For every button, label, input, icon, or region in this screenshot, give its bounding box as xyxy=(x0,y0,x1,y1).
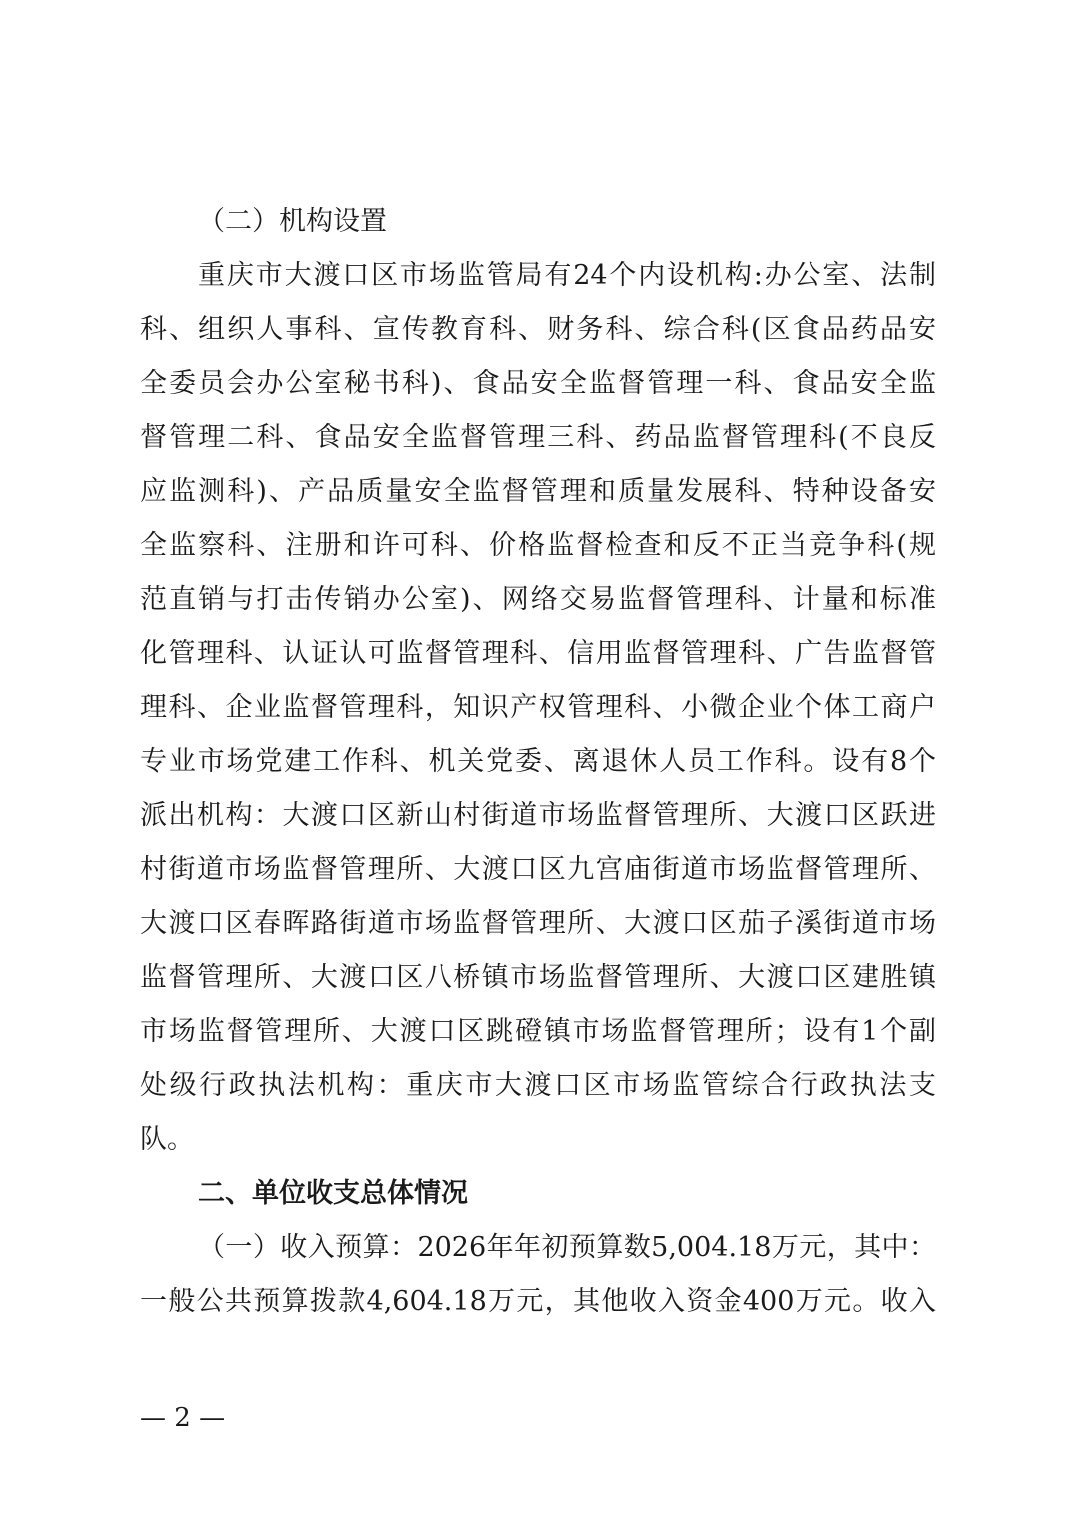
paragraph-line: 队。 xyxy=(140,1124,194,1155)
paragraph-line: （一）收入预算：2026年年初预算数5,004.18万元，其中： xyxy=(198,1232,936,1263)
paragraph-line: 专业市场党建工作科、机关党委、离退休人员工作科。设有8个 xyxy=(140,746,936,777)
paragraph-line: 全监察科、注册和许可科、价格监督检查和反不正当竞争科(规 xyxy=(140,530,936,561)
paragraph-line: 科、组织人事科、宣传教育科、财务科、综合科(区食品药品安 xyxy=(140,314,936,345)
paragraph-line: 范直销与打击传销办公室)、网络交易监督管理科、计量和标准 xyxy=(140,584,936,615)
paragraph-line: 村街道市场监督管理所、大渡口区九宫庙街道市场监督管理所、 xyxy=(140,854,936,885)
page-number: — 2 — xyxy=(140,1403,226,1433)
paragraph-line: 理科、企业监督管理科，知识产权管理科、小微企业个体工商户 xyxy=(140,692,936,723)
paragraph-line: 市场监督管理所、大渡口区跳磴镇市场监督管理所；设有1个副 xyxy=(140,1016,936,1047)
paragraph-line: 监督管理所、大渡口区八桥镇市场监督管理所、大渡口区建胜镇 xyxy=(140,962,936,993)
paragraph-line: 一般公共预算拨款4,604.18万元，其他收入资金400万元。收入 xyxy=(140,1286,936,1317)
paragraph-line: 大渡口区春晖路街道市场监督管理所、大渡口区茄子溪街道市场 xyxy=(140,908,936,939)
paragraph-line: 派出机构：大渡口区新山村街道市场监督管理所、大渡口区跃进 xyxy=(140,800,936,831)
paragraph-line: 全委员会办公室秘书科)、食品安全监督管理一科、食品安全监 xyxy=(140,368,936,399)
section-heading-income-expense: 二、单位收支总体情况 xyxy=(198,1178,468,1209)
paragraph-line: 化管理科、认证认可监督管理科、信用监督管理科、广告监督管 xyxy=(140,638,936,669)
section-heading-org-setup: （二）机构设置 xyxy=(198,206,387,237)
paragraph-line: 重庆市大渡口区市场监管局有24个内设机构:办公室、法制 xyxy=(198,260,936,291)
paragraph-line: 应监测科)、产品质量安全监督管理和质量发展科、特种设备安 xyxy=(140,476,936,507)
paragraph-line: 处级行政执法机构：重庆市大渡口区市场监管综合行政执法支 xyxy=(140,1070,936,1101)
paragraph-line: 督管理二科、食品安全监督管理三科、药品监督管理科(不良反 xyxy=(140,422,936,453)
